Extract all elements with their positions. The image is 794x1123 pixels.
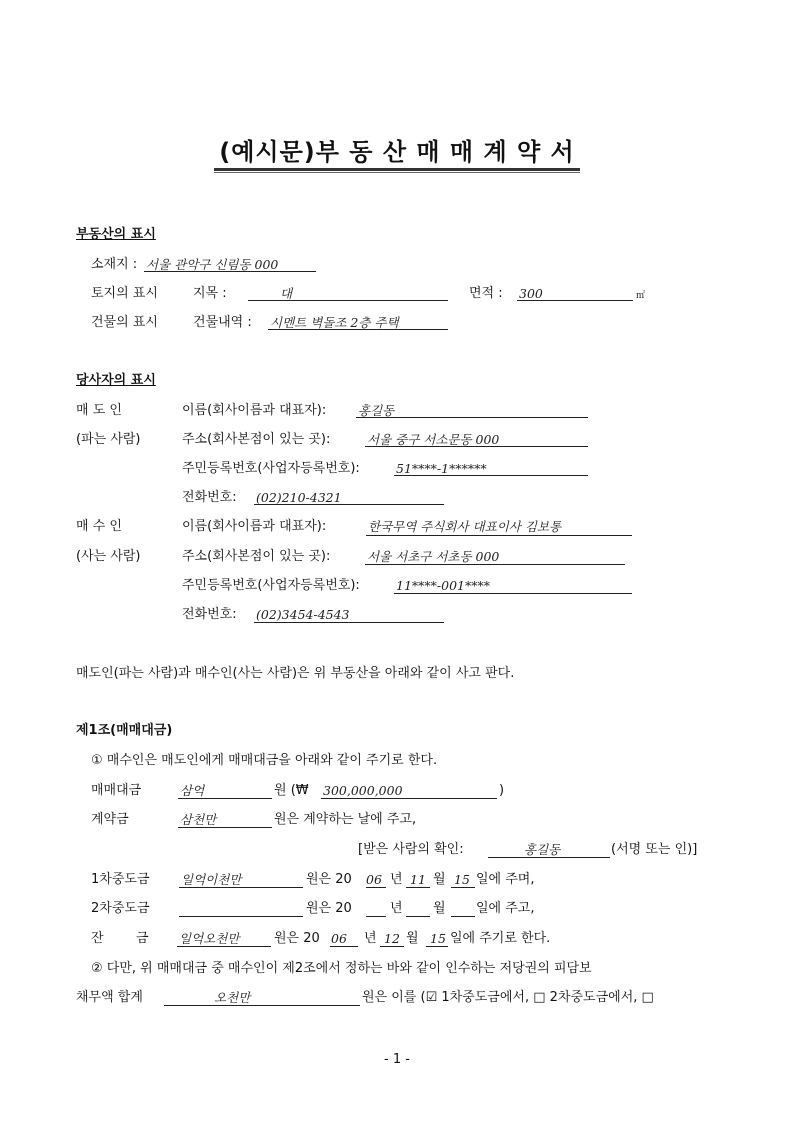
mid1-text-d: 일에 주며, <box>476 872 535 887</box>
buyer-name: 한국무역 주식회사 대표이사 김보통 <box>368 519 562 534</box>
area-unit: ㎡ <box>636 291 646 301</box>
mid1-year-underline <box>366 887 386 888</box>
seller-address: 서울 중구 서소문동 000 <box>367 432 500 447</box>
deposit-underline <box>178 827 272 828</box>
mid2-label: 2차중도금 <box>91 901 150 916</box>
mid1-underline <box>179 887 303 888</box>
buyer-address: 서울 서초구 서초동 000 <box>367 549 500 564</box>
buyer-name-label: 이름(회사이름과 대표자): <box>182 519 327 534</box>
deposit-text: 원은 계약하는 날에 주고, <box>274 812 417 827</box>
category-label: 지목 : <box>193 286 227 301</box>
balance-month: 12 <box>384 931 400 946</box>
article1-p1: ① 매수인은 매도인에게 매매대금을 아래와 같이 주기로 한다. <box>91 753 438 768</box>
buyer-address-underline <box>365 564 625 565</box>
location-label: 소재지 : <box>91 257 138 272</box>
article1-heading: 제1조(매매대금) <box>76 723 173 738</box>
mid2-year-underline <box>366 916 386 917</box>
building-detail-label: 건물내역 : <box>193 315 252 330</box>
mid2-underline <box>179 916 303 917</box>
price-hangul: 삼억 <box>180 783 205 798</box>
seller-address-label: 주소(회사본점이 있는 곳): <box>182 432 331 447</box>
balance-label-2: 금 <box>136 931 149 946</box>
mid1-year: 06 <box>366 872 382 887</box>
price-numeric: 300,000,000 <box>323 783 403 798</box>
title-block <box>214 136 580 168</box>
seller-phone-underline <box>254 504 444 505</box>
seller-address-underline <box>365 446 588 447</box>
page-title: (예시문)부 동 산 매 매 계 약 서 <box>219 138 575 166</box>
buyer-id-label: 주민등록번호(사업자등록번호): <box>182 578 360 593</box>
receipt-value: 홍길동 <box>524 842 561 857</box>
receipt-underline <box>488 857 610 858</box>
title-underline-thin <box>214 172 580 173</box>
balance-label-1: 잔 <box>91 931 104 946</box>
mid1-text-a: 원은 20 <box>306 872 352 887</box>
seller-phone-label: 전화번호: <box>182 490 237 505</box>
article1-p2-line2-a: 채무액 합계 <box>76 990 143 1005</box>
parties-heading: 당사자의 표시 <box>76 373 156 388</box>
buyer-label: 매 수 인 <box>76 519 122 534</box>
price-numeric-underline <box>321 798 497 799</box>
buyer-phone: (02)3454-4543 <box>256 607 350 622</box>
balance-text-b: 년 <box>364 931 377 946</box>
mid2-text-c: 월 <box>433 901 446 916</box>
seller-phone: (02)210-4321 <box>256 490 342 505</box>
building-detail-value: 시멘트 벽돌조 2층 주택 <box>270 315 399 330</box>
balance-underline <box>177 946 271 947</box>
page-number: - 1 - <box>384 1052 410 1067</box>
mid2-text-d: 일에 주고, <box>476 901 535 916</box>
buyer-name-underline <box>366 535 632 536</box>
mid1-text-b: 년 <box>390 872 403 887</box>
deposit-label: 계약금 <box>91 812 129 827</box>
price-label: 매매대금 <box>91 783 142 798</box>
seller-name-underline <box>356 417 588 418</box>
area-underline <box>517 300 633 301</box>
seller-id-label: 주민등록번호(사업자등록번호): <box>182 461 360 476</box>
seller-name: 홍길동 <box>358 403 395 418</box>
area-value: 300 <box>519 286 543 301</box>
location-underline <box>144 271 316 272</box>
article1-p2-line2-b: 원은 이를 (☑ 1차중도금에서, □ 2차중도금에서, □ <box>362 990 654 1005</box>
seller-id: 51****-1****** <box>396 461 487 476</box>
mid1-value: 일억이천만 <box>181 872 242 887</box>
mid1-day-underline <box>451 887 475 888</box>
article1-p2-line1: ② 다만, 위 매매대금 중 매수인이 제2조에서 정하는 바와 같이 인수하는 저당권의 피담보 <box>91 961 592 976</box>
area-label: 면적 : <box>469 286 503 301</box>
balance-month-underline <box>380 946 404 947</box>
mid1-label: 1차중도금 <box>91 872 150 887</box>
mid1-text-c: 월 <box>433 872 446 887</box>
buyer-id-underline <box>394 593 632 594</box>
balance-year: 06 <box>331 931 347 946</box>
buyer-phone-underline <box>254 622 444 623</box>
deposit-value: 삼천만 <box>180 812 217 827</box>
balance-day-underline <box>426 946 448 947</box>
article1-p2-amount: 오천만 <box>214 990 251 1005</box>
mid1-month: 11 <box>410 872 426 887</box>
property-heading: 부동산의 표시 <box>76 227 156 242</box>
building-label: 건물의 표시 <box>91 315 158 330</box>
receipt-open: [받은 사람의 확인: <box>358 842 464 857</box>
intro-text: 매도인(파는 사람)과 매수인(사는 사람)은 위 부동산을 아래와 같이 사고 판다. <box>76 666 515 681</box>
land-label: 토지의 표시 <box>91 286 158 301</box>
article1-p2-amount-underline <box>164 1005 360 1006</box>
mid2-month-underline <box>406 916 430 917</box>
seller-sub-label: (파는 사람) <box>76 432 141 447</box>
buyer-address-label: 주소(회사본점이 있는 곳): <box>182 549 331 564</box>
balance-text-c: 월 <box>406 931 419 946</box>
price-won-paren: 원 (₩ <box>274 783 309 798</box>
mid2-text-b: 년 <box>390 901 403 916</box>
buyer-sub-label: (사는 사람) <box>76 549 141 564</box>
balance-text-a: 원은 20 <box>274 931 320 946</box>
balance-text-d: 일에 주기로 한다. <box>450 931 551 946</box>
category-value: 대 <box>280 286 293 301</box>
mid2-text-a: 원은 20 <box>306 901 352 916</box>
balance-year-underline <box>330 946 358 947</box>
seller-label: 매 도 인 <box>76 403 122 418</box>
price-hangul-underline <box>178 798 272 799</box>
balance-day: 15 <box>430 931 446 946</box>
location-value: 서울 관악구 신림동 000 <box>146 257 279 272</box>
seller-id-underline <box>394 475 588 476</box>
balance-value: 일억오천만 <box>179 931 240 946</box>
buyer-phone-label: 전화번호: <box>182 607 237 622</box>
building-underline <box>268 329 448 330</box>
title-underline <box>214 168 580 171</box>
price-close-paren: ) <box>499 783 505 798</box>
category-underline <box>248 300 448 301</box>
mid1-day: 15 <box>454 872 470 887</box>
mid2-day-underline <box>451 916 475 917</box>
receipt-close: (서명 또는 인)] <box>611 842 698 857</box>
buyer-id: 11****-001**** <box>396 578 490 593</box>
mid1-month-underline <box>406 887 430 888</box>
seller-name-label: 이름(회사이름과 대표자): <box>182 403 327 418</box>
